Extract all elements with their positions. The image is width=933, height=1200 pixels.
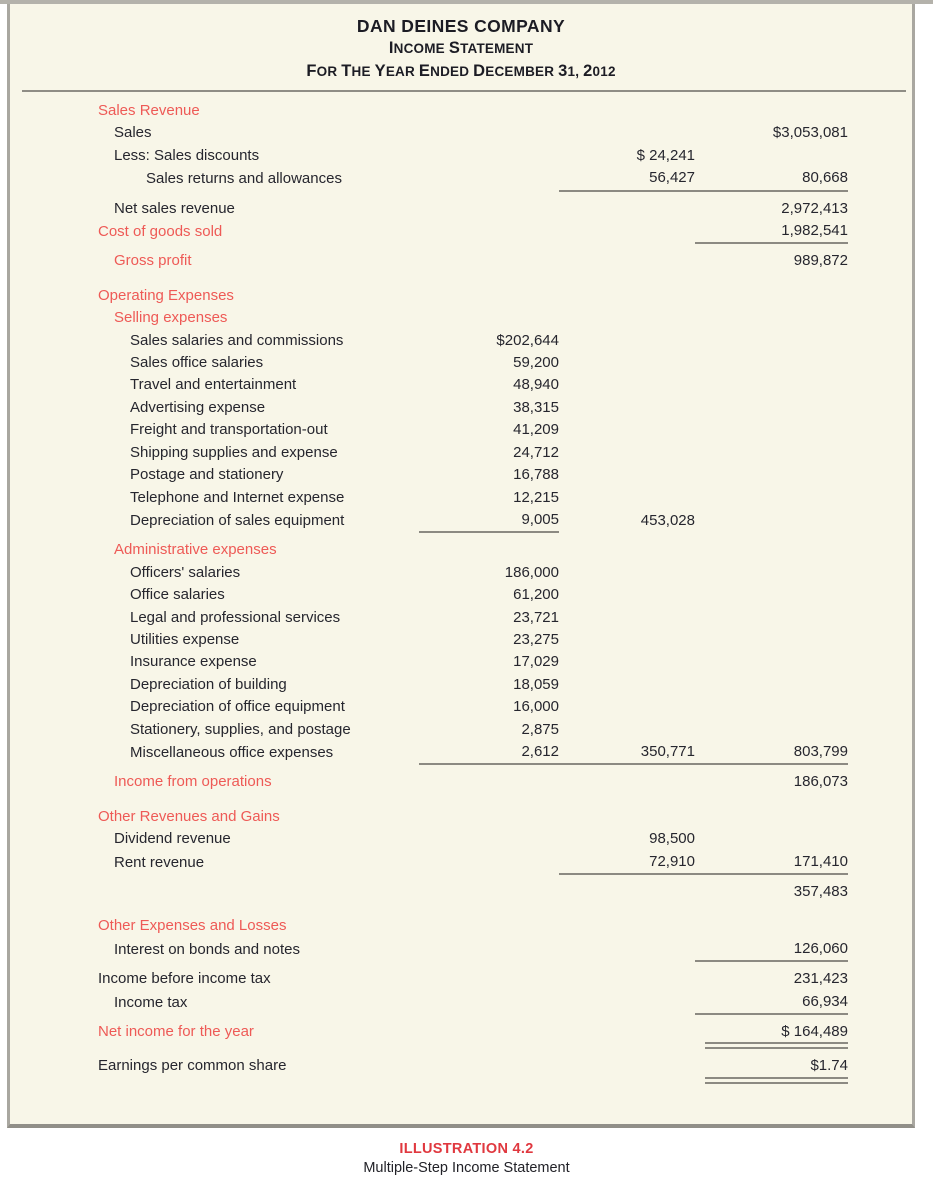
line-item-label: Advertising expense (130, 398, 266, 416)
gutter (848, 100, 912, 122)
gutter (848, 307, 912, 329)
net-income-amount: $ 164,489 (695, 1021, 848, 1043)
empty-cell (559, 629, 695, 651)
table-row (10, 167, 912, 190)
table-row (10, 562, 912, 584)
empty-cell (419, 145, 559, 167)
eps-label: Earnings per common share (98, 1057, 287, 1075)
empty-cell (695, 719, 848, 741)
line-item-label: Officers' salaries (130, 563, 241, 581)
gutter (848, 539, 912, 561)
spacer-cell (419, 1014, 559, 1021)
gutter (848, 961, 912, 968)
line-item-label: Office salaries (130, 586, 225, 604)
empty-cell (695, 828, 848, 850)
empty-cell (695, 562, 848, 584)
header-divider (22, 90, 906, 92)
empty-cell (559, 250, 695, 272)
gutter (848, 1021, 912, 1043)
table-row (10, 464, 912, 486)
dividend-revenue-label: Dividend revenue (114, 830, 231, 848)
sales-discounts-label: Less: Sales discounts (114, 146, 260, 164)
other-expenses-heading: Other Expenses and Losses (98, 917, 287, 935)
gutter (848, 584, 912, 606)
income-statement-frame (7, 4, 915, 1128)
table-row (10, 607, 912, 629)
sales-revenue-heading: Sales Revenue (98, 102, 200, 119)
spacer-cell (10, 764, 419, 771)
net-sales-amount: 2,972,413 (781, 199, 848, 217)
empty-cell (419, 285, 559, 307)
line-item-label: Depreciation of sales equipment (130, 511, 345, 529)
empty-cell (559, 991, 695, 1014)
subtotal-rule (695, 1014, 848, 1021)
spacer-cell (419, 243, 559, 250)
empty-cell (559, 771, 695, 793)
gutter (848, 352, 912, 374)
gutter (848, 464, 912, 486)
other-revenues-heading: Other Revenues and Gains (98, 807, 280, 825)
empty-cell (419, 881, 559, 903)
spacer-cell (10, 903, 912, 915)
gutter (848, 442, 912, 464)
empty-cell (559, 607, 695, 629)
gutter (848, 374, 912, 396)
gutter (848, 938, 912, 961)
empty-cell (695, 696, 848, 718)
line-item-label: Stationery, supplies, and postage (130, 720, 351, 738)
line-item-amount: 61,200 (513, 586, 559, 604)
gutter (848, 419, 912, 441)
gutter (848, 250, 912, 272)
empty-cell (695, 419, 848, 441)
administrative-expenses-total: 350,771 (640, 742, 695, 760)
line-item-amount: 16,788 (513, 466, 559, 484)
table-row (10, 741, 912, 764)
empty-cell (695, 915, 848, 937)
spacer-row (10, 1014, 912, 1021)
empty-cell (419, 220, 559, 243)
empty-cell (695, 674, 848, 696)
empty-cell (695, 307, 848, 329)
empty-cell (695, 629, 848, 651)
table-row (10, 220, 912, 243)
income-tax-label: Income tax (114, 993, 188, 1011)
gross-profit-amount: 989,872 (793, 252, 848, 270)
empty-cell (559, 285, 695, 307)
subtotal-rule (559, 874, 695, 881)
empty-cell (419, 1055, 559, 1077)
gutter (848, 874, 912, 881)
operating-expenses-heading: Operating Expenses (98, 286, 234, 304)
empty-cell (419, 122, 559, 144)
table-row (10, 145, 912, 167)
empty-cell (695, 397, 848, 419)
gutter (848, 122, 912, 144)
line-item-label: Shipping supplies and expense (130, 443, 338, 461)
empty-cell (559, 330, 695, 352)
empty-cell (695, 145, 848, 167)
table-row (10, 806, 912, 828)
line-item-amount: $202,644 (496, 331, 559, 349)
line-item-amount: 23,721 (513, 608, 559, 626)
empty-cell (695, 374, 848, 396)
empty-cell (695, 285, 848, 307)
empty-cell (559, 915, 695, 937)
table-row (10, 938, 912, 961)
gutter (848, 651, 912, 673)
table-row (10, 1055, 912, 1077)
spacer-cell (559, 961, 695, 968)
spacer-cell (10, 191, 419, 198)
net-sales-label: Net sales revenue (114, 199, 235, 217)
statement-period: FOR THE YEAR ENDED DECEMBER 31, 2012 (306, 62, 616, 80)
empty-cell (695, 330, 848, 352)
subtotal-rule (419, 764, 559, 771)
spacer-row (10, 961, 912, 968)
rent-revenue-amount: 72,910 (649, 852, 695, 870)
empty-cell (559, 397, 695, 419)
gutter (848, 330, 912, 352)
statement-type: INCOME STATEMENT (388, 39, 534, 57)
gutter (848, 285, 912, 307)
dividend-revenue-amount: 98,500 (649, 830, 695, 848)
spacer-cell (10, 273, 912, 285)
line-item-amount: 23,275 (513, 630, 559, 648)
line-item-amount: 59,200 (513, 354, 559, 372)
gutter (848, 828, 912, 850)
table-row (10, 307, 912, 329)
gutter (848, 243, 912, 250)
empty-cell (695, 539, 848, 561)
line-item-label: Travel and entertainment (130, 376, 297, 394)
line-item-label: Sales salaries and commissions (130, 331, 344, 349)
empty-cell (695, 487, 848, 509)
empty-cell (419, 100, 559, 122)
empty-cell (559, 938, 695, 961)
gutter (848, 881, 912, 903)
gutter (848, 198, 912, 220)
empty-cell (419, 851, 559, 874)
gutter (848, 397, 912, 419)
income-tax-amount: 66,934 (802, 992, 848, 1010)
empty-cell (559, 806, 695, 828)
gutter (848, 145, 912, 167)
subtotal-rule (559, 191, 695, 198)
subtotal-rule (695, 961, 848, 968)
spacer-row (10, 794, 912, 806)
empty-cell (695, 584, 848, 606)
empty-cell (559, 419, 695, 441)
empty-cell (559, 487, 695, 509)
subtotal-rule (695, 874, 848, 881)
gutter (848, 487, 912, 509)
spacer-cell (10, 961, 419, 968)
line-item-label: Depreciation of office equipment (130, 698, 345, 716)
net-income-label: Net income for the year (98, 1023, 254, 1041)
table-row (10, 629, 912, 651)
table-row (10, 651, 912, 673)
empty-cell (559, 374, 695, 396)
gutter (848, 629, 912, 651)
gutter (848, 167, 912, 190)
empty-cell (559, 307, 695, 329)
gutter (848, 991, 912, 1014)
empty-cell (559, 464, 695, 486)
empty-cell (559, 968, 695, 990)
table-row (10, 397, 912, 419)
empty-cell (559, 1021, 695, 1043)
operating-expenses-total: 803,799 (793, 742, 848, 760)
sales-label: Sales (114, 124, 152, 142)
gutter (848, 806, 912, 828)
gutter (848, 532, 912, 539)
line-item-amount: 2,875 (521, 720, 559, 738)
administrative-expenses-heading: Administrative expenses (114, 541, 277, 559)
empty-cell (419, 806, 559, 828)
gutter (848, 509, 912, 532)
eps-amount: $1.74 (695, 1055, 848, 1077)
table-row (10, 828, 912, 850)
spacer-cell (559, 532, 695, 539)
line-item-amount: 48,940 (513, 376, 559, 394)
gutter (848, 719, 912, 741)
spacer-cell (695, 532, 848, 539)
line-item-amount: 38,315 (513, 398, 559, 416)
sales-returns-amount: 56,427 (649, 169, 695, 187)
empty-cell (419, 539, 559, 561)
line-item-label: Utilities expense (130, 630, 240, 648)
spacer-cell (10, 794, 912, 806)
table-row (10, 771, 912, 793)
spacer-row (10, 273, 912, 285)
spacer-row (10, 874, 912, 881)
line-item-amount: 9,005 (521, 510, 559, 528)
empty-cell (559, 562, 695, 584)
empty-cell (559, 100, 695, 122)
subtotal-after-other-revenues: 357,483 (793, 883, 848, 900)
gutter (848, 696, 912, 718)
gutter (848, 607, 912, 629)
spacer-cell (10, 243, 419, 250)
empty-cell (419, 250, 559, 272)
spacer-row (10, 243, 912, 250)
rent-revenue-label: Rent revenue (114, 853, 205, 871)
table-row (10, 374, 912, 396)
subtotal-rule (695, 243, 848, 250)
empty-cell (419, 968, 559, 990)
table-row (10, 198, 912, 220)
income-before-tax-amount: 231,423 (793, 970, 848, 988)
empty-cell (695, 442, 848, 464)
spacer-cell (10, 874, 419, 881)
subtotal-rule (559, 764, 695, 771)
empty-cell (559, 584, 695, 606)
empty-cell (559, 674, 695, 696)
empty-cell (559, 442, 695, 464)
table-row (10, 122, 912, 144)
table-row (10, 584, 912, 606)
empty-cell (695, 806, 848, 828)
empty-cell (559, 696, 695, 718)
line-item-amount: 16,000 (513, 698, 559, 716)
empty-cell (695, 509, 848, 532)
gutter (848, 191, 912, 198)
income-statement-table (10, 100, 912, 1078)
empty-cell (559, 719, 695, 741)
table-row (10, 719, 912, 741)
empty-cell (695, 607, 848, 629)
empty-cell (695, 651, 848, 673)
statement-header (10, 4, 912, 83)
spacer-cell (419, 874, 559, 881)
empty-cell (419, 938, 559, 961)
cogs-amount: 1,982,541 (781, 222, 848, 240)
selling-expenses-heading: Selling expenses (114, 309, 228, 327)
spacer-cell (10, 532, 419, 539)
table-row (10, 1021, 912, 1043)
table-row (10, 851, 912, 874)
gutter (848, 741, 912, 764)
spacer-cell (419, 961, 559, 968)
line-item-label: Depreciation of building (130, 675, 287, 693)
table-row (10, 330, 912, 352)
figure-caption (0, 1140, 933, 1178)
other-revenues-total: 171,410 (793, 852, 848, 870)
empty-cell (419, 307, 559, 329)
empty-cell (419, 828, 559, 850)
gutter (848, 220, 912, 243)
table-row (10, 100, 912, 122)
line-item-amount: 186,000 (504, 563, 559, 581)
sales-deductions-total: 80,668 (802, 169, 848, 187)
empty-cell (559, 220, 695, 243)
spacer-row (10, 903, 912, 915)
empty-cell (559, 198, 695, 220)
spacer-cell (10, 1014, 419, 1021)
gross-profit-label: Gross profit (114, 252, 192, 270)
spacer-cell (559, 243, 695, 250)
table-row (10, 968, 912, 990)
table-row (10, 419, 912, 441)
line-item-label: Insurance expense (130, 653, 257, 671)
line-item-amount: 41,209 (513, 421, 559, 439)
income-before-tax-label: Income before income tax (98, 970, 271, 988)
subtotal-rule (695, 764, 848, 771)
sales-amount: $3,053,081 (772, 124, 848, 142)
line-item-label: Freight and transportation-out (130, 421, 328, 439)
table-row (10, 352, 912, 374)
gutter (848, 915, 912, 937)
empty-cell (559, 352, 695, 374)
empty-cell (559, 539, 695, 561)
empty-cell (559, 651, 695, 673)
spacer-cell (559, 1014, 695, 1021)
gutter (848, 771, 912, 793)
spacer-row (10, 532, 912, 539)
line-item-amount: 17,029 (513, 653, 559, 671)
income-from-operations-label: Income from operations (114, 773, 272, 791)
table-row (10, 696, 912, 718)
gutter (848, 562, 912, 584)
gutter (848, 764, 912, 771)
table-row (10, 285, 912, 307)
company-name: DAN DEINES COMPANY (356, 16, 566, 36)
empty-cell (419, 915, 559, 937)
empty-cell (419, 991, 559, 1014)
interest-expense-amount: 126,060 (793, 939, 848, 957)
line-item-label: Telephone and Internet expense (130, 488, 345, 506)
spacer-row (10, 764, 912, 771)
table-row (10, 442, 912, 464)
spacer-cell (419, 191, 559, 198)
subtotal-rule (419, 532, 559, 539)
line-item-amount: 2,612 (521, 742, 559, 760)
subtotal-rule (695, 191, 848, 198)
table-row (10, 881, 912, 903)
interest-expense-label: Interest on bonds and notes (114, 940, 300, 958)
line-item-label: Miscellaneous office expenses (130, 743, 334, 761)
sales-discounts-amount: $ 24,241 (636, 146, 695, 164)
table-row (10, 915, 912, 937)
gutter (848, 851, 912, 874)
table-row (10, 539, 912, 561)
empty-cell (419, 167, 559, 190)
line-item-label: Legal and professional services (130, 608, 341, 626)
empty-cell (419, 1021, 559, 1043)
table-row (10, 487, 912, 509)
caption-title: ILLUSTRATION 4.2 (399, 1141, 534, 1157)
empty-cell (419, 198, 559, 220)
table-row (10, 250, 912, 272)
empty-cell (419, 771, 559, 793)
selling-expenses-total: 453,028 (640, 511, 695, 529)
empty-cell (695, 464, 848, 486)
gutter (848, 1014, 912, 1021)
empty-cell (695, 100, 848, 122)
caption-subtitle: Multiple-Step Income Statement (363, 1160, 570, 1176)
table-row (10, 509, 912, 532)
line-item-label: Sales office salaries (130, 354, 264, 372)
gutter (848, 968, 912, 990)
table-row (10, 674, 912, 696)
empty-cell (10, 881, 419, 903)
gutter (848, 1055, 912, 1077)
table-row (10, 991, 912, 1014)
spacer-row (10, 191, 912, 198)
line-item-label: Postage and stationery (130, 466, 284, 484)
empty-cell (559, 881, 695, 903)
sales-returns-label: Sales returns and allowances (146, 170, 342, 188)
line-item-amount: 12,215 (513, 488, 559, 506)
gutter (848, 674, 912, 696)
income-from-operations-amount: 186,073 (793, 773, 848, 791)
line-item-amount: 18,059 (513, 675, 559, 693)
cogs-label: Cost of goods sold (98, 223, 223, 241)
empty-cell (559, 1055, 695, 1077)
empty-cell (559, 122, 695, 144)
empty-cell (695, 352, 848, 374)
line-item-amount: 24,712 (513, 443, 559, 461)
